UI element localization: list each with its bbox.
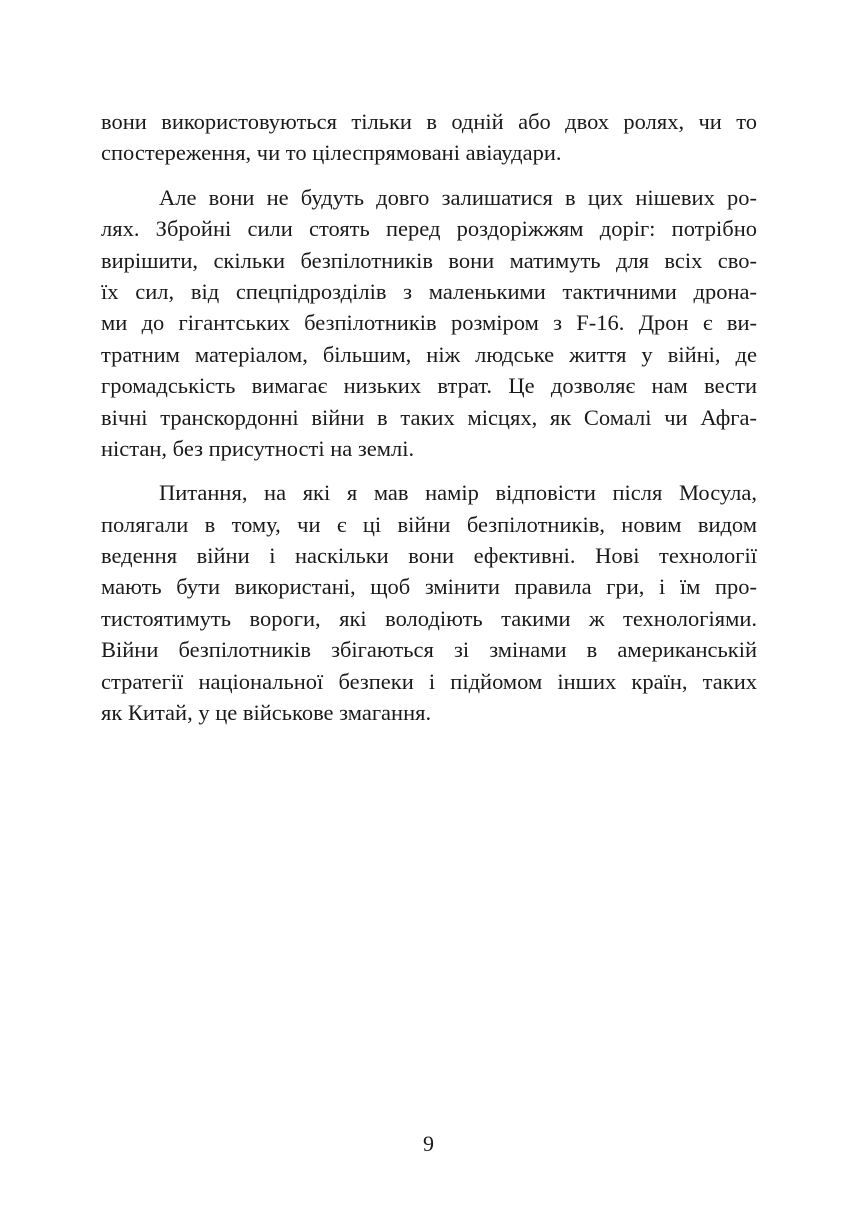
paragraph-2 xyxy=(101,182,757,465)
text-line: як Китай, у це військове змагання. xyxy=(101,700,432,726)
body-text xyxy=(101,106,757,728)
text-line: тратним матеріалом, більшим, ніж людське життя у війні, де xyxy=(101,341,757,367)
text-line: Питання, на які я мав намір відповісти після Мосула, xyxy=(159,480,757,506)
text-line: лях. Збройні сили стоять перед роздоріжжям доріг: потрібно xyxy=(101,216,757,242)
text-line: вирішити, скільки безпілотників вони матимуть для всіх сво- xyxy=(101,247,757,273)
text-line: вічні транскордонні війни в таких місцях, як Сомалі чи Афга- xyxy=(101,404,757,430)
text-line: громадськість вимагає низьких втрат. Це дозволяє нам вести xyxy=(101,373,757,399)
text-line: ністан, без присутності на землі. xyxy=(101,435,415,461)
text-line: полягали в тому, чи є ці війни безпілотників, новим видом xyxy=(101,511,757,537)
text-line: Але вони не будуть довго залишатися в цих нішевих ро- xyxy=(159,184,757,210)
page-number: 9 xyxy=(423,1131,434,1156)
text-line: спостереження, чи то цілеспрямовані авіаудари. xyxy=(101,140,562,166)
text-line: тистоятимуть вороги, які володіють такими ж технологіями. xyxy=(101,605,757,631)
text-line: стратегії національної безпеки і підйомом інших країн, таких xyxy=(101,668,757,694)
text-line: їх сил, від спецпідрозділів з маленькими тактичними дрона- xyxy=(101,278,757,304)
text-line: вони використовуються тільки в одній або двох ролях, чи то xyxy=(101,109,757,134)
paragraph-1 xyxy=(101,106,757,169)
text-line: ведення війни і наскільки вони ефективні. Нові технології xyxy=(101,543,757,569)
paragraph-3 xyxy=(101,477,757,728)
text-line: ми до гігантських безпілотників розміром з F-16. Дрон є ви- xyxy=(101,310,757,336)
text-line: Війни безпілотників збігаються зі змінами в американській xyxy=(101,637,757,663)
text-line: мають бути використані, щоб змінити правила гри, і їм про- xyxy=(101,574,757,600)
